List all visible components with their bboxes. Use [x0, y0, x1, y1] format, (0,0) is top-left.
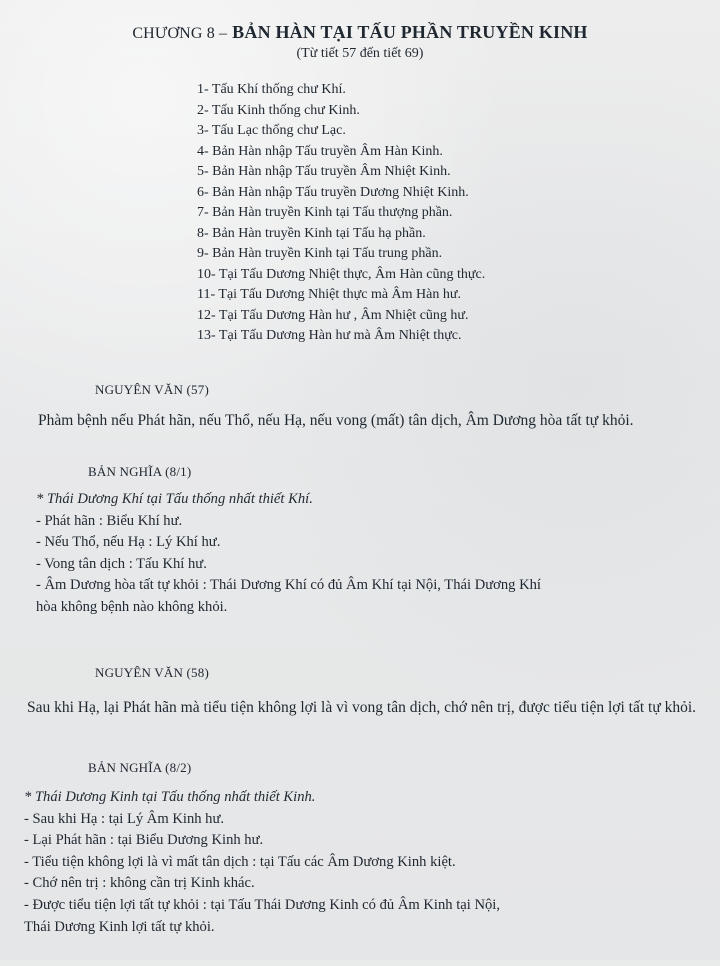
contents-item-10: 10- Tại Tấu Dương Nhiệt thực, Âm Hàn cũng thực.: [197, 266, 486, 282]
chapter-title: [0, 22, 720, 43]
chapter-main-title: BẢN HÀN TẠI TẤU PHẦN TRUYỀN KINH: [232, 22, 588, 42]
section-lead-ban-nghia-8-2: * Thái Dương Kinh tại Tấu thống nhất thiết Kinh.: [24, 789, 316, 805]
contents-item-5: 5- Bản Hàn nhập Tấu truyền Âm Nhiệt Kinh.: [197, 164, 451, 179]
section-heading-ban-nghia-8-1: BẢN NGHĨA (8/1): [88, 464, 192, 479]
contents-item-8: 8- Bản Hàn truyền Kinh tại Tấu hạ phần.: [197, 225, 426, 241]
list-item: - Tiểu tiện không lợi là vì mất tân dịch : tại Tấu các Âm Dương Kinh kiệt.: [24, 853, 456, 870]
list-item: - Phát hãn : Biểu Khí hư.: [36, 512, 183, 529]
contents-item-9: 9- Bản Hàn truyền Kinh tại Tấu trung phần.: [197, 246, 443, 261]
section-heading-ban-nghia-8-2: BẢN NGHĨA (8/2): [88, 760, 192, 775]
contents-item-1: 1- Tấu Khí thống chư Khí.: [197, 82, 346, 97]
contents-item-3: 3- Tấu Lạc thống chư Lạc.: [197, 123, 346, 138]
section-text-nguyen-van-57: Phàm bệnh nếu Phát hãn, nếu Thổ, nếu Hạ, nếu vong (mất) tân dịch, Âm Dương hòa tất tự khỏi.: [38, 412, 634, 429]
section-lead-ban-nghia-8-1: * Thái Dương Khí tại Tấu thống nhất thiết Khí.: [36, 491, 313, 507]
section-heading-nguyen-van-57: NGUYÊN VĂN (57): [95, 382, 209, 397]
list-item: - Sau khi Hạ : tại Lý Âm Kinh hư.: [24, 810, 225, 827]
contents-item-4: 4- Bản Hàn nhập Tấu truyền Âm Hàn Kinh.: [197, 143, 443, 159]
section-block-ban-nghia-8-2: [24, 787, 700, 938]
contents-item-6: 6- Bản Hàn nhập Tấu truyền Dương Nhiệt Kinh.: [197, 184, 469, 200]
list-item: - Chớ nên trị : không cần trị Kinh khác.: [24, 875, 255, 892]
section-block-ban-nghia-8-1: [36, 489, 700, 619]
list-item: - Vong tân dịch : Tấu Khí hư.: [36, 555, 207, 572]
list-item: - Âm Dương hòa tất tự khỏi : Thái Dương Khí có đủ Âm Khí tại Nội, Thái Dương Khí: [36, 577, 541, 594]
contents-item-7: 7- Bản Hàn truyền Kinh tại Tấu thượng phần.: [197, 205, 453, 220]
contents-item-13: 13- Tại Tấu Dương Hàn hư mà Âm Nhiệt thực.: [197, 328, 462, 343]
chapter-subtitle: (Từ tiết 57 đến tiết 69): [296, 46, 424, 61]
list-item: - Nếu Thổ, nếu Hạ : Lý Khí hư.: [36, 534, 221, 551]
contents-item-11: 11- Tại Tấu Dương Nhiệt thực mà Âm Hàn hư.: [197, 287, 461, 302]
contents-item-2: 2- Tấu Kinh thống chư Kinh.: [197, 102, 360, 118]
list-item: - Lại Phát hãn : tại Biểu Dương Kinh hư.: [24, 832, 264, 849]
chapter-prefix: CHƯƠNG 8 –: [132, 25, 228, 42]
list-item-continued: Thái Dương Kinh lợi tất tự khỏi.: [24, 918, 215, 935]
section-heading-nguyen-van-58: NGUYÊN VĂN (58): [95, 665, 209, 680]
section-text-nguyen-van-58: Sau khi Hạ, lại Phát hãn mà tiểu tiện không lợi là vì vong tân dịch, chớ nên trị, được tiểu tiện lợi tất tự khỏi.: [27, 699, 697, 716]
list-item-continued: hòa không bệnh nào không khỏi.: [36, 598, 228, 615]
contents-item-12: 12- Tại Tấu Dương Hàn hư , Âm Nhiệt cũng hư.: [197, 307, 469, 323]
chapter-contents-list: [197, 80, 485, 347]
list-item: - Được tiểu tiện lợi tất tự khỏi : tại Tấu Thái Dương Kinh có đủ Âm Kinh tại Nội,: [24, 896, 500, 913]
